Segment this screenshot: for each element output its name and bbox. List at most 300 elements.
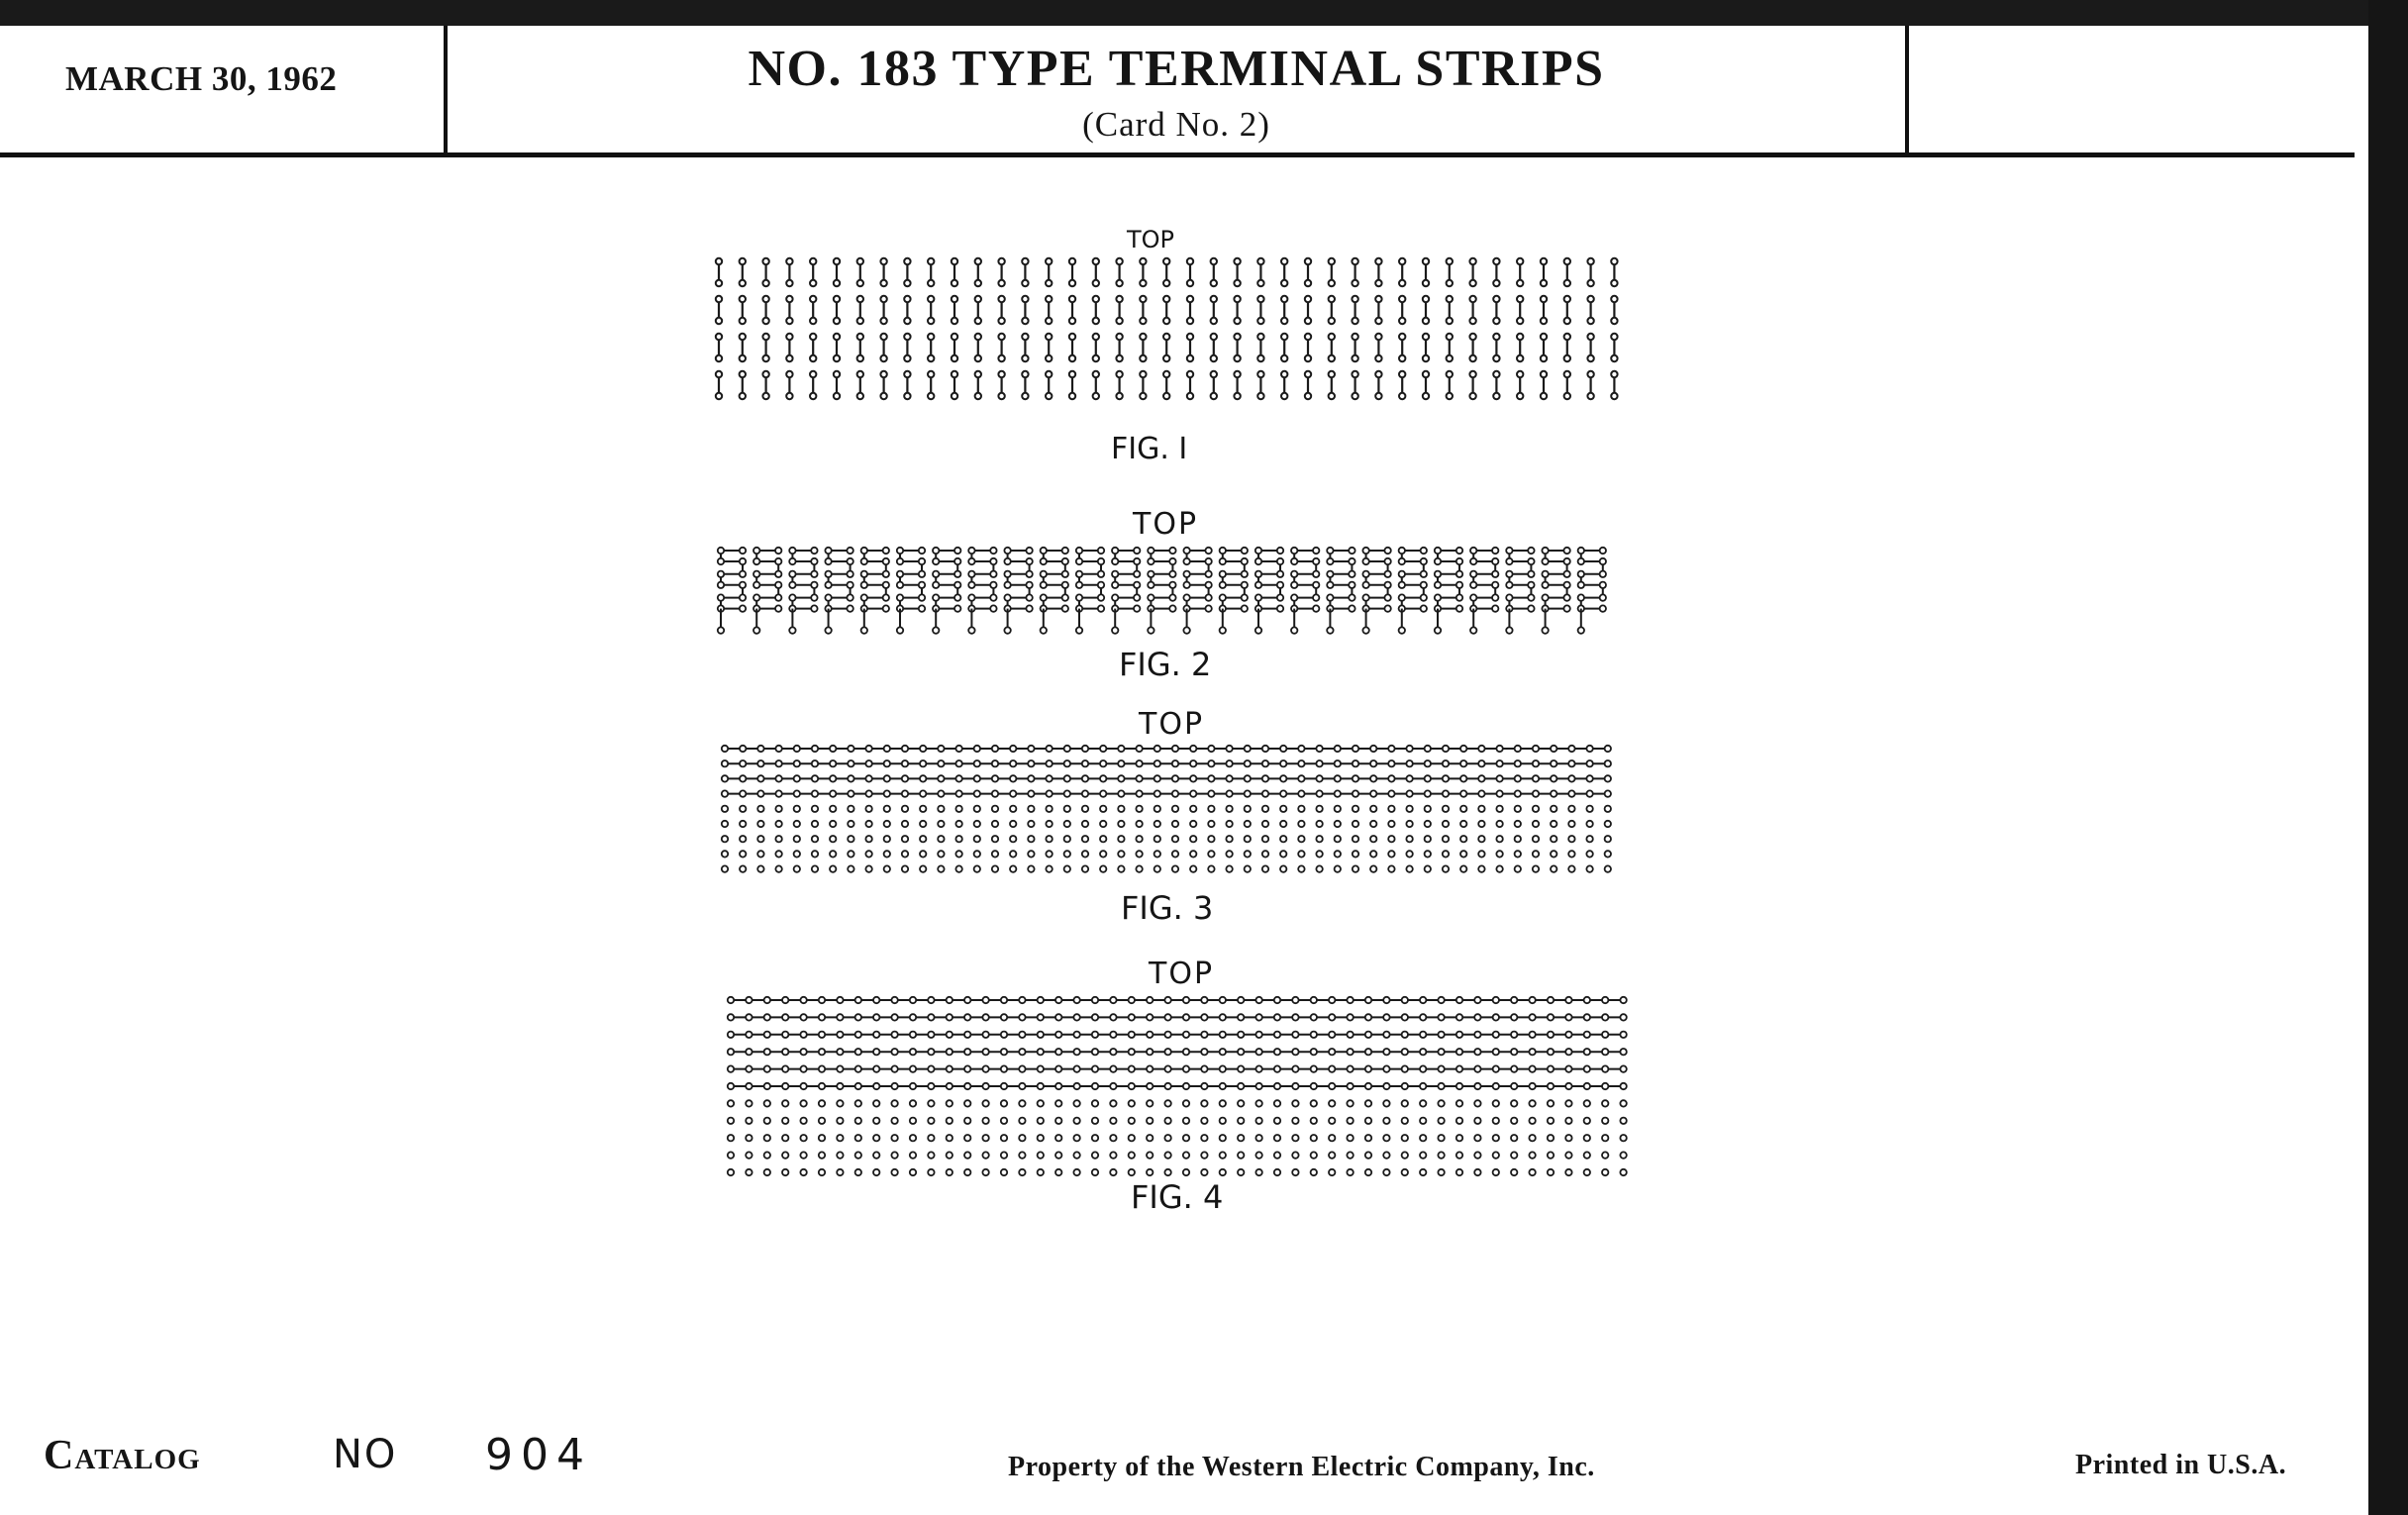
terminal — [1220, 594, 1226, 600]
terminal — [1327, 582, 1333, 588]
terminal — [837, 1100, 843, 1106]
terminal — [1611, 258, 1617, 264]
terminal — [919, 594, 925, 600]
terminal — [1443, 851, 1449, 857]
terminal — [1220, 1152, 1226, 1158]
terminal — [1305, 280, 1311, 286]
terminal — [722, 836, 728, 842]
terminal — [1277, 558, 1283, 564]
fig3-caption: FIG. 3 — [1121, 889, 1214, 927]
terminal — [1456, 605, 1462, 611]
terminal — [1100, 746, 1106, 752]
terminal — [1046, 746, 1052, 752]
terminal — [1528, 548, 1534, 554]
terminal — [1421, 571, 1427, 577]
terminal — [830, 851, 836, 857]
terminal — [1004, 594, 1010, 600]
terminal — [992, 790, 998, 796]
terminal — [855, 1049, 861, 1055]
terminal — [1311, 1032, 1317, 1038]
terminal — [775, 760, 781, 766]
terminal — [952, 393, 957, 399]
terminal — [1073, 1032, 1079, 1038]
terminal — [952, 371, 957, 377]
terminal — [968, 548, 974, 554]
terminal — [1375, 334, 1381, 340]
terminal — [764, 1135, 770, 1141]
terminal — [1292, 1014, 1298, 1020]
terminal — [1280, 851, 1286, 857]
terminal — [1313, 594, 1319, 600]
terminal — [1205, 605, 1211, 611]
terminal — [1496, 836, 1502, 842]
terminal — [1600, 582, 1606, 588]
terminal — [1456, 1169, 1462, 1175]
terminal — [847, 558, 853, 564]
terminal — [794, 836, 800, 842]
terminal — [1529, 1014, 1535, 1020]
terminal — [1327, 571, 1333, 577]
terminal — [1305, 355, 1311, 361]
terminal — [1028, 865, 1034, 871]
terminal — [1584, 1049, 1590, 1055]
terminal — [775, 806, 781, 812]
terminal — [1587, 280, 1593, 286]
terminal — [1134, 594, 1140, 600]
terminal — [1548, 1118, 1554, 1124]
terminal — [910, 1152, 916, 1158]
terminal — [873, 1118, 879, 1124]
terminal — [1038, 1049, 1044, 1055]
terminal — [1238, 1032, 1244, 1038]
terminal — [1605, 760, 1611, 766]
terminal — [1533, 865, 1539, 871]
terminal — [952, 355, 957, 361]
terminal — [992, 775, 998, 781]
terminal — [718, 571, 724, 577]
terminal — [1164, 1169, 1170, 1175]
terminal — [1548, 997, 1554, 1003]
terminal — [964, 1169, 970, 1175]
terminal — [910, 1135, 916, 1141]
terminal — [920, 851, 926, 857]
terminal — [1406, 790, 1412, 796]
terminal — [897, 548, 903, 554]
terminal — [1456, 1118, 1462, 1124]
terminal — [938, 821, 944, 827]
terminal — [1046, 821, 1052, 827]
terminal — [1362, 571, 1368, 577]
terminal — [1220, 627, 1226, 633]
terminal — [884, 836, 890, 842]
card-date: MARCH 30, 1962 — [65, 59, 338, 98]
terminal — [1316, 865, 1322, 871]
terminal — [1602, 1049, 1608, 1055]
terminal — [910, 1065, 916, 1071]
terminal — [1533, 760, 1539, 766]
terminal — [1226, 865, 1232, 871]
terminal — [982, 1118, 988, 1124]
terminal — [1564, 258, 1570, 264]
terminal — [1038, 1118, 1044, 1124]
terminal — [1353, 775, 1358, 781]
terminal — [1136, 775, 1142, 781]
terminal — [1406, 865, 1412, 871]
terminal — [757, 760, 763, 766]
terminal — [1026, 582, 1032, 588]
terminal — [928, 355, 934, 361]
terminal — [746, 997, 752, 1003]
terminal — [1564, 355, 1570, 361]
terminal — [728, 1083, 734, 1089]
terminal — [1493, 393, 1499, 399]
terminal — [974, 775, 980, 781]
terminal — [1584, 1135, 1590, 1141]
terminal — [952, 280, 957, 286]
terminal — [1423, 334, 1429, 340]
terminal — [1245, 821, 1251, 827]
terminal — [1443, 865, 1449, 871]
terminal — [1584, 1152, 1590, 1158]
terminal — [775, 821, 781, 827]
terminal — [1384, 605, 1390, 611]
terminal — [1208, 760, 1214, 766]
terminal — [1187, 355, 1193, 361]
terminal — [716, 393, 722, 399]
terminal — [1291, 548, 1297, 554]
terminal — [1147, 1049, 1153, 1055]
terminal — [1110, 1049, 1116, 1055]
terminal — [1140, 371, 1146, 377]
terminal — [1038, 1135, 1044, 1141]
terminal — [746, 1100, 752, 1106]
terminal — [1211, 280, 1217, 286]
terminal — [1118, 851, 1124, 857]
terminal — [1478, 865, 1484, 871]
terminal — [1064, 746, 1070, 752]
terminal — [1010, 760, 1016, 766]
terminal — [982, 1169, 988, 1175]
terminal — [1292, 1049, 1298, 1055]
terminal — [1620, 1169, 1626, 1175]
terminal — [1064, 865, 1070, 871]
terminal — [1069, 258, 1075, 264]
terminal — [1092, 1065, 1098, 1071]
terminal — [1435, 548, 1441, 554]
terminal — [1443, 836, 1449, 842]
terminal — [830, 760, 836, 766]
terminal — [1208, 821, 1214, 827]
terminal — [1460, 775, 1466, 781]
terminal — [955, 775, 961, 781]
terminal — [1147, 1083, 1153, 1089]
terminal — [1586, 790, 1592, 796]
terminal — [1118, 746, 1124, 752]
terminal — [1041, 558, 1047, 564]
terminal — [998, 393, 1004, 399]
terminal — [974, 865, 980, 871]
terminal — [1073, 1014, 1079, 1020]
terminal — [1383, 1065, 1389, 1071]
terminal — [910, 1083, 916, 1089]
terminal — [1469, 371, 1475, 377]
terminal — [857, 296, 863, 302]
terminal — [1291, 594, 1297, 600]
terminal — [800, 1152, 806, 1158]
terminal — [974, 746, 980, 752]
catalog-card — [0, 26, 2368, 1515]
terminal — [1046, 760, 1052, 766]
terminal — [740, 760, 746, 766]
terminal — [952, 258, 957, 264]
terminal — [1602, 1065, 1608, 1071]
terminal — [1602, 997, 1608, 1003]
terminal — [1447, 371, 1453, 377]
terminal — [1406, 760, 1412, 766]
terminal — [1208, 806, 1214, 812]
terminal — [1220, 548, 1226, 554]
terminal — [1327, 627, 1333, 633]
terminal — [1277, 594, 1283, 600]
terminal — [1093, 296, 1099, 302]
terminal — [1399, 393, 1405, 399]
terminal — [902, 836, 908, 842]
terminal — [1242, 558, 1248, 564]
terminal — [1399, 627, 1405, 633]
terminal — [904, 296, 910, 302]
terminal — [1602, 1135, 1608, 1141]
terminal — [1421, 594, 1427, 600]
terminal — [1478, 806, 1484, 812]
terminal — [819, 1135, 825, 1141]
terminal — [1506, 627, 1512, 633]
terminal — [975, 371, 981, 377]
terminal — [1456, 1152, 1462, 1158]
terminal — [740, 371, 746, 377]
terminal — [775, 582, 781, 588]
terminal — [1384, 571, 1390, 577]
terminal — [1038, 1100, 1044, 1106]
terminal — [1163, 258, 1169, 264]
terminal — [1425, 836, 1431, 842]
terminal — [1365, 1065, 1371, 1071]
terminal — [1370, 775, 1376, 781]
terminal — [1220, 1065, 1226, 1071]
terminal — [1602, 1100, 1608, 1106]
terminal — [1565, 1014, 1571, 1020]
terminal — [1329, 258, 1335, 264]
terminal — [1564, 393, 1570, 399]
terminal — [1578, 571, 1584, 577]
terminal — [1010, 836, 1016, 842]
terminal — [740, 836, 746, 842]
terminal — [1255, 1083, 1261, 1089]
terminal — [837, 1049, 843, 1055]
terminal — [1586, 821, 1592, 827]
terminal — [964, 997, 970, 1003]
terminal — [716, 318, 722, 324]
terminal — [746, 1135, 752, 1141]
terminal — [757, 851, 763, 857]
terminal — [1257, 393, 1263, 399]
terminal — [1474, 1152, 1480, 1158]
terminal — [1438, 1049, 1444, 1055]
terminal — [1347, 1152, 1353, 1158]
terminal — [782, 1083, 788, 1089]
terminal — [786, 334, 792, 340]
terminal — [1370, 836, 1376, 842]
terminal — [1474, 1118, 1480, 1124]
terminal — [1163, 296, 1169, 302]
terminal — [920, 821, 926, 827]
terminal — [1082, 836, 1088, 842]
terminal — [975, 318, 981, 324]
terminal — [964, 1100, 970, 1106]
terminal — [1469, 258, 1475, 264]
terminal — [1329, 1135, 1335, 1141]
terminal — [1402, 1118, 1408, 1124]
terminal — [740, 296, 746, 302]
terminal — [794, 806, 800, 812]
terminal — [1238, 1083, 1244, 1089]
terminal — [880, 258, 886, 264]
terminal — [897, 594, 903, 600]
terminal — [1154, 790, 1160, 796]
terminal — [812, 775, 818, 781]
terminal — [1010, 746, 1016, 752]
terminal — [1605, 851, 1611, 857]
terminal — [1474, 1032, 1480, 1038]
terminal — [819, 1169, 825, 1175]
terminal — [1001, 997, 1007, 1003]
terminal — [1370, 790, 1376, 796]
terminal — [757, 821, 763, 827]
terminal — [1082, 760, 1088, 766]
terminal — [947, 1083, 953, 1089]
terminal — [998, 334, 1004, 340]
terminal — [1600, 548, 1606, 554]
terminal — [1565, 997, 1571, 1003]
terminal — [1329, 334, 1335, 340]
terminal — [1620, 1032, 1626, 1038]
terminal — [928, 997, 934, 1003]
terminal — [740, 594, 746, 600]
terminal — [1533, 775, 1539, 781]
terminal — [812, 821, 818, 827]
terminal — [904, 258, 910, 264]
terminal — [880, 355, 886, 361]
terminal — [1564, 371, 1570, 377]
terminal — [1443, 760, 1449, 766]
terminal — [1353, 806, 1358, 812]
terminal — [830, 836, 836, 842]
terminal — [1620, 1083, 1626, 1089]
terminal — [1093, 355, 1099, 361]
terminal — [1172, 836, 1178, 842]
terminal — [1082, 821, 1088, 827]
terminal — [1255, 1135, 1261, 1141]
terminal — [1492, 558, 1498, 564]
terminal — [865, 821, 871, 827]
terminal — [938, 851, 944, 857]
terminal — [968, 627, 974, 633]
terminal — [1474, 1014, 1480, 1020]
terminal — [1605, 746, 1611, 752]
terminal — [1140, 393, 1146, 399]
terminal — [1370, 760, 1376, 766]
terminal — [920, 775, 926, 781]
terminal — [1093, 280, 1099, 286]
terminal — [1298, 851, 1304, 857]
terminal — [891, 1169, 897, 1175]
terminal — [1140, 296, 1146, 302]
terminal — [1492, 605, 1498, 611]
terminal — [861, 582, 867, 588]
terminal — [1578, 594, 1584, 600]
terminal — [1375, 258, 1381, 264]
terminal — [1365, 1049, 1371, 1055]
terminal — [1190, 806, 1196, 812]
terminal — [837, 1118, 843, 1124]
terminal — [1329, 1100, 1335, 1106]
terminal — [812, 851, 818, 857]
terminal — [1041, 627, 1047, 633]
terminal — [722, 851, 728, 857]
terminal — [1211, 296, 1217, 302]
terminal — [1190, 836, 1196, 842]
terminal — [1255, 1032, 1261, 1038]
terminal — [933, 594, 939, 600]
terminal — [1134, 571, 1140, 577]
terminal — [837, 1135, 843, 1141]
terminal — [1019, 1049, 1025, 1055]
terminal — [811, 605, 817, 611]
terminal — [1511, 1169, 1517, 1175]
terminal — [1496, 851, 1502, 857]
terminal — [764, 1032, 770, 1038]
terminal — [928, 1014, 934, 1020]
terminal — [847, 582, 853, 588]
terminal — [975, 258, 981, 264]
terminal — [1022, 334, 1028, 340]
terminal — [819, 1100, 825, 1106]
terminal — [1046, 851, 1052, 857]
terminal — [1347, 997, 1353, 1003]
terminal — [1046, 790, 1052, 796]
terminal — [952, 318, 957, 324]
terminal — [1305, 371, 1311, 377]
terminal — [848, 760, 853, 766]
terminal — [1420, 997, 1426, 1003]
terminal — [775, 571, 781, 577]
terminal — [1402, 1100, 1408, 1106]
terminal — [1073, 1169, 1079, 1175]
terminal — [1305, 296, 1311, 302]
terminal — [1362, 558, 1368, 564]
terminal — [1019, 1118, 1025, 1124]
terminal — [1493, 258, 1499, 264]
terminal — [1511, 1032, 1517, 1038]
terminal — [811, 571, 817, 577]
terminal — [1568, 836, 1574, 842]
terminal — [1584, 1032, 1590, 1038]
terminal — [1147, 1032, 1153, 1038]
terminal — [810, 371, 816, 377]
terminal — [740, 318, 746, 324]
terminal — [1335, 836, 1341, 842]
terminal — [810, 296, 816, 302]
terminal — [1234, 393, 1240, 399]
